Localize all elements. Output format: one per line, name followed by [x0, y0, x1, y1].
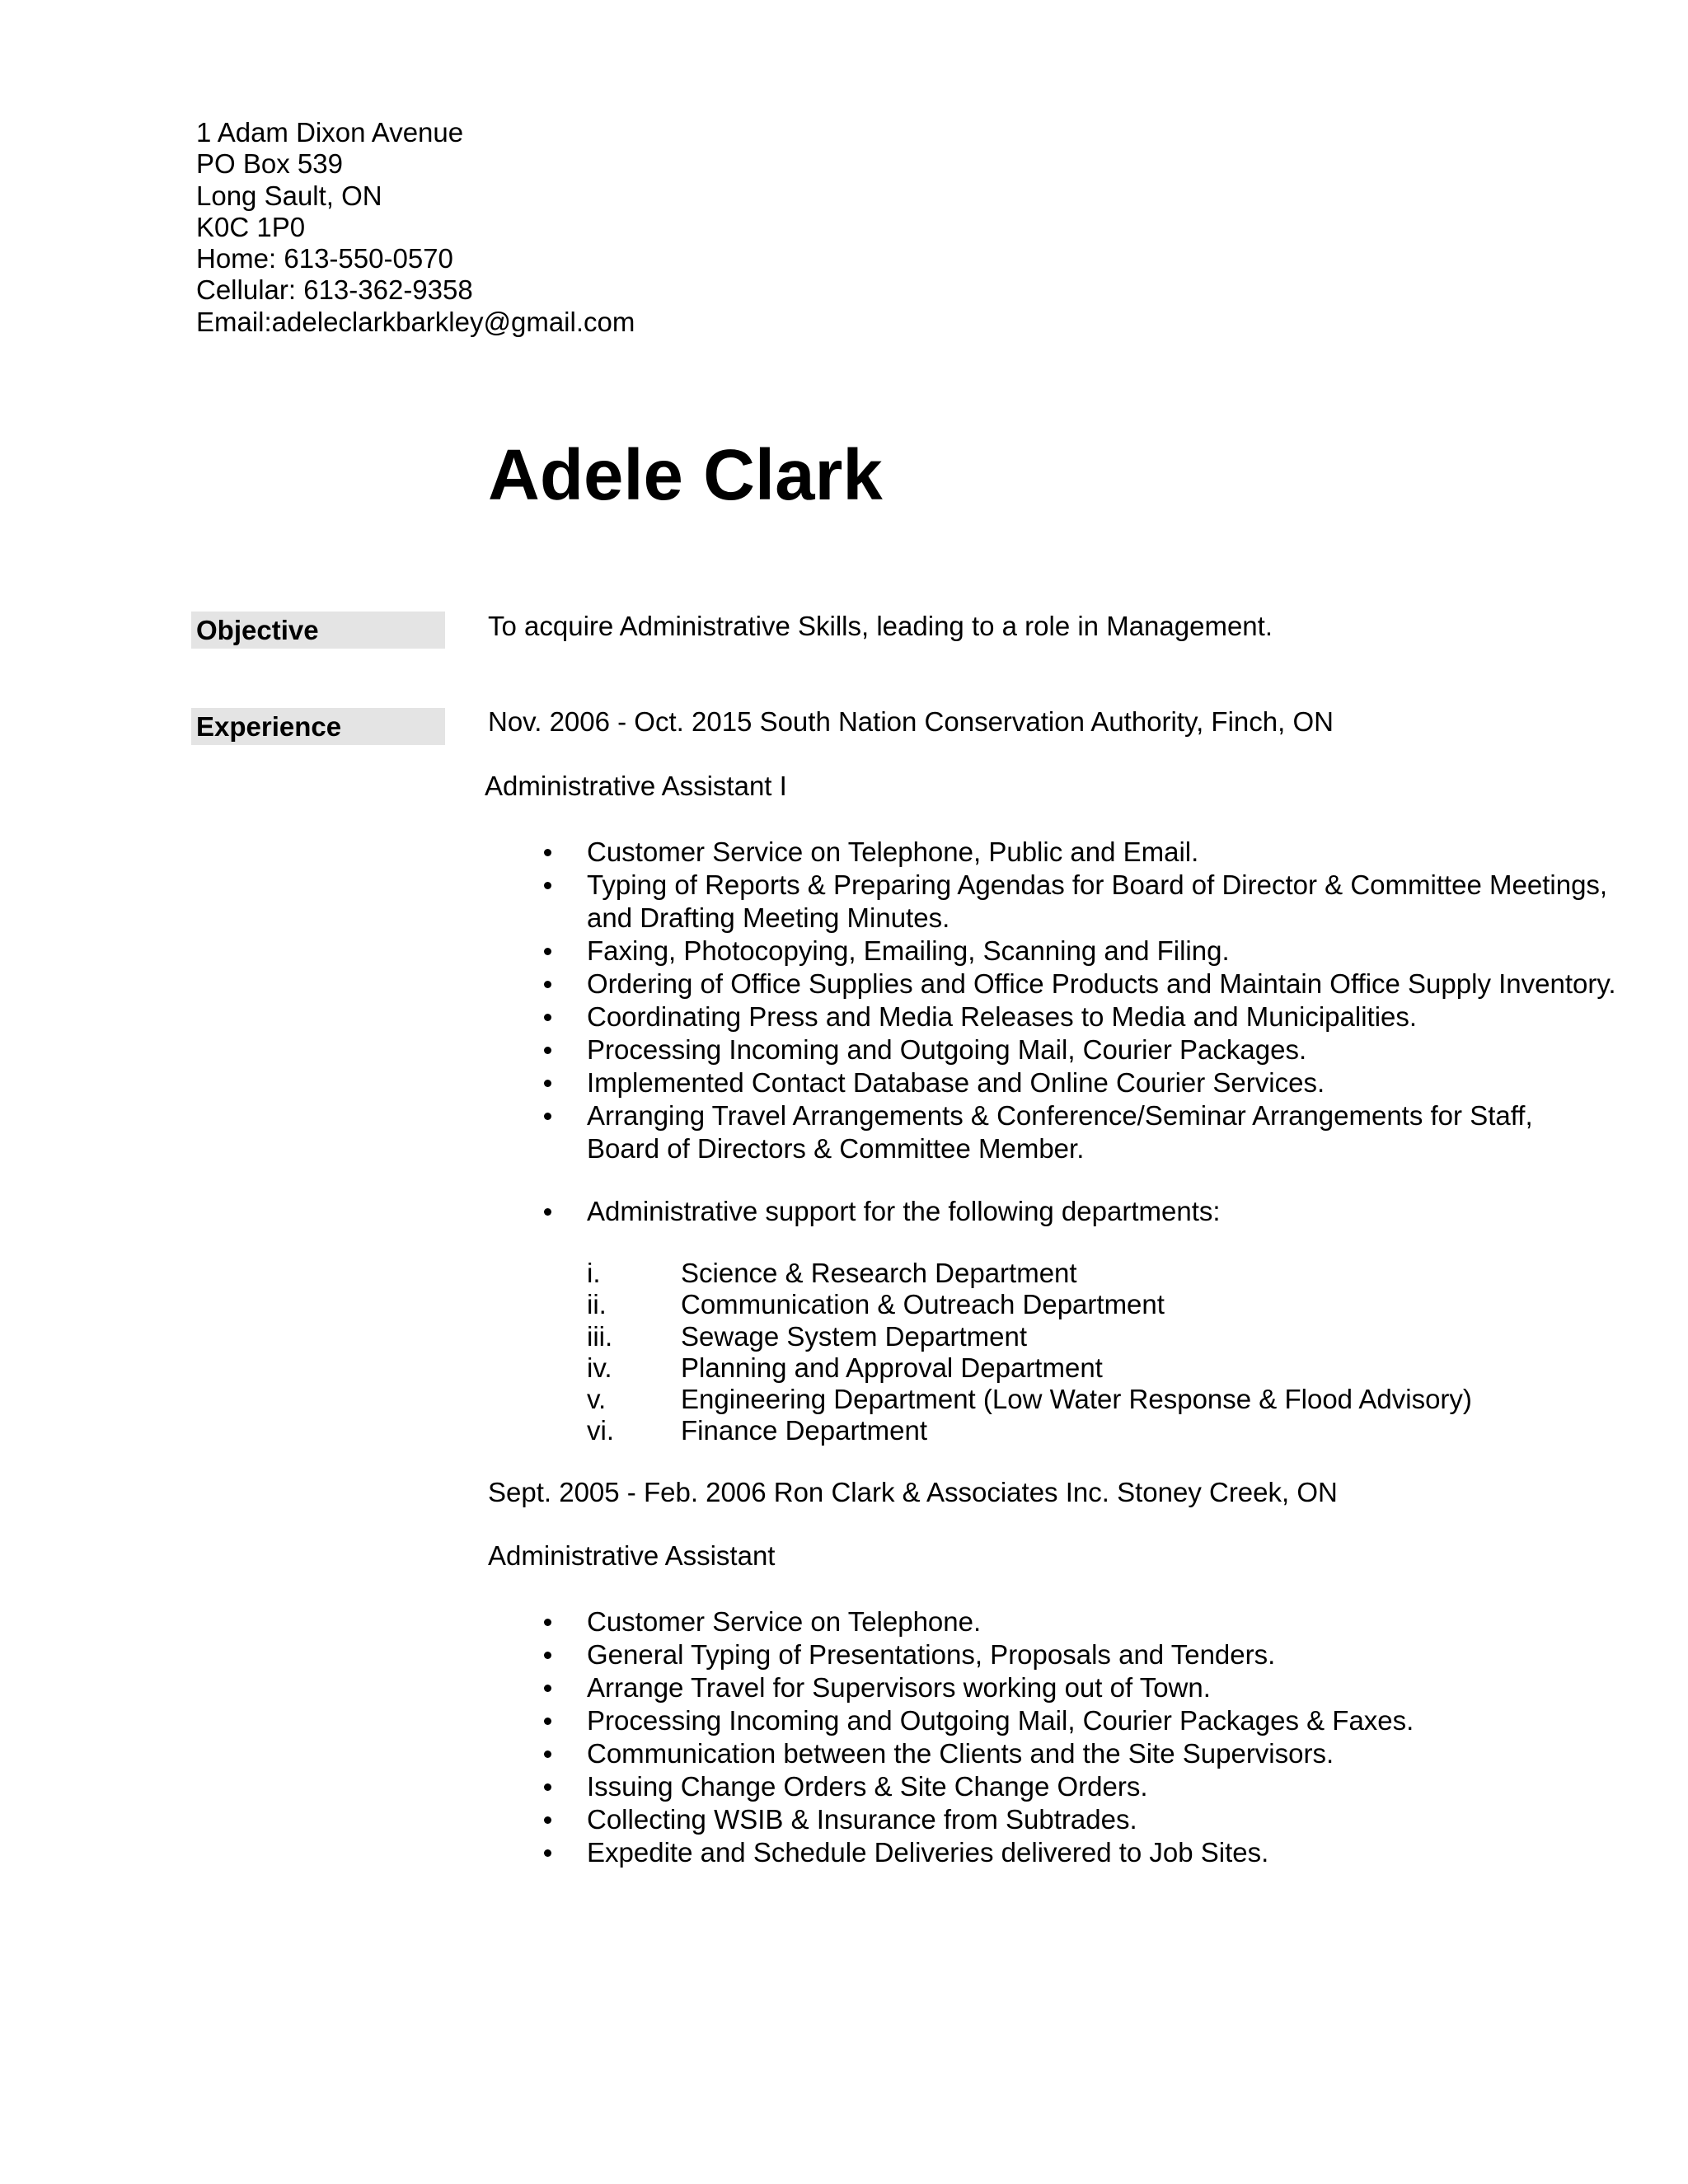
list-item: Implemented Contact Database and Online Courier Services. — [544, 1066, 1616, 1099]
departments-list — [587, 1258, 1472, 1447]
bullet-icon — [544, 1619, 551, 1626]
job-title: Administrative Assistant — [488, 1540, 776, 1571]
list-item: vi. Finance Department — [587, 1415, 927, 1446]
list-item-continuation: Board of Directors & Committee Member. — [587, 1133, 1085, 1164]
list-item: Issuing Change Orders & Site Change Orders. — [544, 1770, 1414, 1803]
section-label-experience: Experience — [191, 708, 445, 745]
bullet-icon — [544, 1750, 551, 1758]
page-title: Adele Clark — [488, 435, 883, 515]
list-item-continuation: and Drafting Meeting Minutes. — [587, 902, 950, 933]
list-item: iii. Sewage System Department — [587, 1320, 1028, 1352]
job-title: Administrative Assistant I — [485, 771, 787, 801]
bullet-icon — [544, 948, 551, 955]
list-item: v. Engineering Department (Low Water Response & Flood Advisory) — [587, 1384, 1472, 1415]
bullet-icon — [544, 1080, 551, 1087]
bullet-icon — [544, 1718, 551, 1725]
list-item: Processing Incoming and Outgoing Mail, Courier Packages. — [544, 1033, 1616, 1066]
bullet-icon — [544, 1849, 551, 1857]
address-line-street: 1 Adam Dixon Avenue — [196, 117, 464, 148]
bullet-icon — [544, 981, 551, 988]
home-phone: Home: 613-550-0570 — [196, 243, 453, 274]
list-item: Arrange Travel for Supervisors working out of Town. — [544, 1671, 1414, 1704]
job-duties-list — [544, 836, 1616, 1165]
bullet-icon — [544, 1113, 551, 1120]
list-item: i. Science & Research Department — [587, 1258, 1077, 1288]
bullet-icon — [544, 1652, 551, 1659]
job-dates-employer: Nov. 2006 - Oct. 2015 South Nation Conservation Authority, Finch, ON — [488, 706, 1334, 737]
job-duties-list — [544, 1605, 1414, 1869]
list-item: Typing of Reports & Preparing Agendas for Board of Director & Committee Meetings, — [544, 869, 1616, 902]
list-item: Administrative support for the following departments: — [544, 1195, 1221, 1228]
email-address: Email:adeleclarkbarkley@gmail.com — [196, 306, 635, 337]
list-item: Customer Service on Telephone, Public and Email. — [544, 836, 1616, 869]
list-item: Coordinating Press and Media Releases to Media and Municipalities. — [544, 1001, 1616, 1033]
list-item: Arranging Travel Arrangements & Conference/Seminar Arrangements for Staff, — [544, 1099, 1616, 1132]
list-item: Processing Incoming and Outgoing Mail, Courier Packages & Faxes. — [544, 1704, 1414, 1737]
list-item: General Typing of Presentations, Proposals and Tenders. — [544, 1638, 1414, 1671]
bullet-icon — [544, 1208, 551, 1216]
list-item: Collecting WSIB & Insurance from Subtrades. — [544, 1803, 1414, 1836]
address-line-city: Long Sault, ON — [196, 180, 382, 211]
bullet-icon — [544, 1816, 551, 1824]
address-line-po-box: PO Box 539 — [196, 148, 343, 180]
cellular-phone: Cellular: 613-362-9358 — [196, 274, 473, 306]
list-item: ii. Communication & Outreach Department — [587, 1289, 1165, 1320]
bullet-icon — [544, 849, 551, 856]
contact-block — [196, 117, 635, 338]
list-item: Customer Service on Telephone. — [544, 1605, 1414, 1638]
bullet-icon — [544, 1014, 551, 1021]
bullet-icon — [544, 1685, 551, 1692]
section-label-objective: Objective — [191, 612, 445, 649]
address-line-postal-code: K0C 1P0 — [196, 211, 306, 242]
list-item: Communication between the Clients and the Site Supervisors. — [544, 1737, 1414, 1770]
bullet-icon — [544, 1783, 551, 1791]
support-list — [544, 1195, 1221, 1228]
objective-text: To acquire Administrative Skills, leading to a role in Management. — [488, 611, 1273, 641]
list-item: Expedite and Schedule Deliveries delivered to Job Sites. — [544, 1836, 1414, 1869]
bullet-icon — [544, 1047, 551, 1054]
list-item: Faxing, Photocopying, Emailing, Scanning and Filing. — [544, 935, 1616, 968]
job-dates-employer: Sept. 2005 - Feb. 2006 Ron Clark & Associates Inc. Stoney Creek, ON — [488, 1477, 1338, 1507]
list-item: Ordering of Office Supplies and Office Products and Maintain Office Supply Inventory. — [544, 968, 1616, 1001]
list-item: iv. Planning and Approval Department — [587, 1352, 1103, 1383]
bullet-icon — [544, 882, 551, 889]
